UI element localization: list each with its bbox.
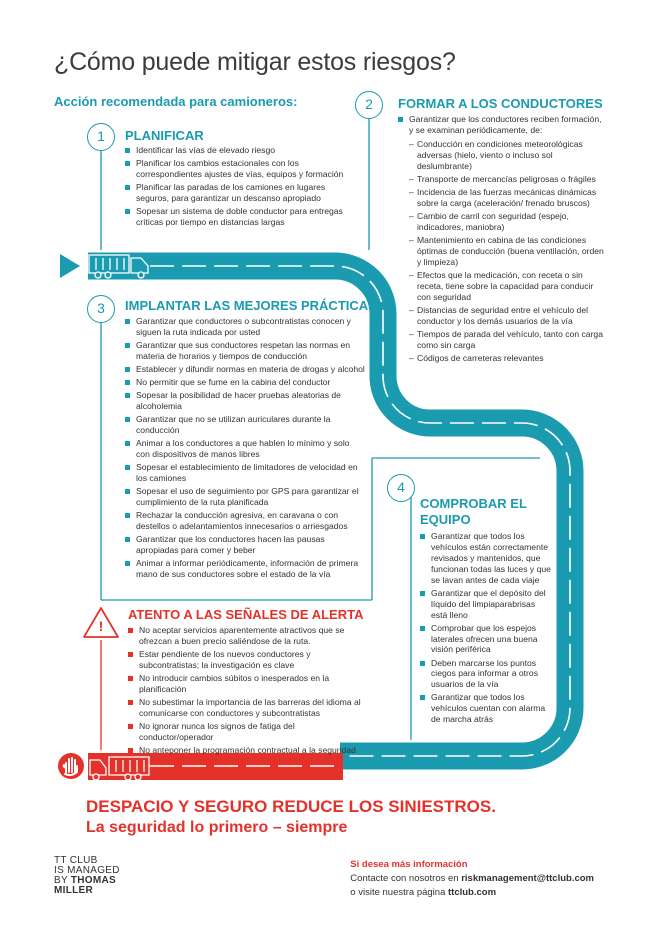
logo-line: MILLER xyxy=(54,885,94,896)
list-item: – Transporte de mercancías peligrosas o frágiles xyxy=(409,174,605,185)
list-implantar xyxy=(125,316,365,582)
list-formar xyxy=(409,139,605,366)
list-item: – Tiempos de parada del vehículo, tanto con carga como sin carga xyxy=(409,329,605,351)
list-item: Sopesar el uso de seguimiento por GPS para garantizar el cumplimiento de la ruta planificada xyxy=(125,486,365,508)
list-comprobar xyxy=(420,531,552,727)
list-item: No ignorar nunca los signos de fatiga del conductor/operador xyxy=(128,721,368,743)
list-item: No subestimar la importancia de las barreras del idioma al comunicarse con conductores y subcontratistas xyxy=(128,697,368,719)
list-item: Planificar las paradas de los camiones en lugares seguros, para garantizar un descanso apropiado xyxy=(125,182,345,204)
list-item: No anteponer la programación contractual a la seguridad xyxy=(128,745,368,756)
list-item: Garantizar que no se utilizan auriculares durante la conducción xyxy=(125,414,365,436)
list-item: – Códigos de carreteras relevantes xyxy=(409,353,605,364)
list-item: Garantizar que el depósito del líquido del limpiaparabrisas está lleno xyxy=(420,588,552,621)
list-item: Animar a los conductores a que hablen lo mínimo y solo con dispositivos de manos libres xyxy=(125,438,365,460)
list-item: Establecer y difundir normas en materia de drogas y alcohol xyxy=(125,364,365,375)
list-item: Garantizar que todos los vehículos cuentan con alarma de marcha atrás xyxy=(420,692,552,725)
logo-line: THOMAS xyxy=(70,875,116,886)
list-item: – Incidencia de las fuerzas mecánicas dinámicas sobre la carga (aceleración/ frenado bruscos) xyxy=(409,187,605,209)
list-item: No aceptar servicios aparentemente atractivos que se ofrezcan a buen precio saliéndose de la ruta. xyxy=(128,625,368,647)
list-planificar xyxy=(125,145,345,230)
step-number-1: 1 xyxy=(87,123,115,151)
info-title: Si desea más información xyxy=(350,859,468,870)
contact-email-link[interactable]: riskmanagement@ttclub.com xyxy=(461,873,594,884)
list-item: – Mantenimiento en cabina de las condiciones óptimas de conducción (buena ventilación, orden y limpieza) xyxy=(409,235,605,268)
list-item: Estar pendiente de los nuevos conductores y subcontratistas; la investigación es clave xyxy=(128,649,368,671)
logo-line: TT CLUB xyxy=(54,855,98,866)
logo-line: BY xyxy=(54,875,68,886)
list-item: – Efectos que la medicación, con receta o sin receta, tiene sobre la capacidad para conducir con seguridad xyxy=(409,270,605,303)
contact-prefix: Contacte con nosotros en xyxy=(350,873,459,884)
step-number-2: 2 xyxy=(355,91,383,119)
list-item: Garantizar que los conductores reciben formación, y se examinan periódicamente, de: xyxy=(398,114,603,136)
list-item: – Cambio de carril con seguridad (espejo, indicadores, maniobra) xyxy=(409,211,605,233)
stop-hand-icon xyxy=(58,753,84,779)
list-item: Rechazar la conducción agresiva, en caravana o con destellos o adelantamientos innecesarios o arriesgados xyxy=(125,510,365,532)
section-title-comprobar: COMPROBAR EL EQUIPO xyxy=(420,496,527,527)
list-item: Garantizar que sus conductores respetan las normas en materia de horarios y tiempos de conducción xyxy=(125,340,365,362)
list-item: Garantizar que los conductores hacen las pausas apropiadas para comer y beber xyxy=(125,534,365,556)
list-item: Identificar las vías de elevado riesgo xyxy=(125,145,345,156)
slogan-main: DESPACIO Y SEGURO REDUCE LOS SINIESTROS. xyxy=(86,797,496,816)
list-item: Garantizar que conductores o subcontratistas conocen y siguen la ruta indicada por usted xyxy=(125,316,365,338)
warning-exclamation: ! xyxy=(98,618,104,634)
list-item: Animar a informar periódicamente, información de primera mano de sus conductores sobre el estado de la vía xyxy=(125,558,365,580)
list-item: Sopesar el establecimiento de limitadores de velocidad en los camiones xyxy=(125,462,365,484)
list-item: No introducir cambios súbitos o inesperados en la planificación xyxy=(128,673,368,695)
section-title-planificar: PLANIFICAR xyxy=(125,128,204,143)
contact-info xyxy=(350,858,594,900)
step-number-3: 3 xyxy=(87,295,115,323)
section-title-alerta: ATENTO A LAS SEÑALES DE ALERTA xyxy=(128,607,364,622)
list-item: No permitir que se fume en la cabina del conductor xyxy=(125,377,365,388)
list-item: Sopesar un sistema de doble conductor para entregas críticas por tiempo en distancias largas xyxy=(125,206,345,228)
list-formar-intro xyxy=(398,114,603,138)
list-item: Planificar los cambios estacionales con los correspondientes ajustes de vías, equipos y formación xyxy=(125,158,345,180)
page-title: ¿Cómo puede mitigar estos riesgos? xyxy=(54,48,456,76)
step-number-4: 4 xyxy=(387,474,415,502)
subtitle: Acción recomendada para camioneros: xyxy=(54,94,298,109)
list-alerta xyxy=(128,625,368,758)
section-title-formar: FORMAR A LOS CONDUCTORES xyxy=(398,96,603,111)
list-item: – Conducción en condiciones meteorológicas adversas (hielo, viento o incluso sol deslumbrante) xyxy=(409,139,605,172)
tt-club-logo xyxy=(54,856,120,896)
list-item: Deben marcarse los puntos ciegos para informar a otros usuarios de la vía xyxy=(420,658,552,691)
list-item: Comprobar que los espejos laterales ofrecen una buena visión periférica xyxy=(420,623,552,656)
play-arrow-icon xyxy=(60,254,80,278)
logo-line: IS MANAGED xyxy=(54,865,120,876)
slogan-secondary: La seguridad lo primero – siempre xyxy=(86,819,348,836)
section-title-implantar: IMPLANTAR LAS MEJORES PRÁCTICAS xyxy=(125,298,377,313)
website-link[interactable]: ttclub.com xyxy=(448,887,497,898)
list-item: Sopesar la posibilidad de hacer pruebas aleatorias de alcoholemia xyxy=(125,390,365,412)
list-item: – Distancias de seguridad entre el vehículo del conductor y los demás usuarios de la vía xyxy=(409,305,605,327)
visit-prefix: o visite nuestra página xyxy=(350,887,446,898)
list-item: Garantizar que todos los vehículos están correctamente revisados y mantenidos, que funcionan todas las luces y que se lavan antes de cada viaje xyxy=(420,531,552,586)
